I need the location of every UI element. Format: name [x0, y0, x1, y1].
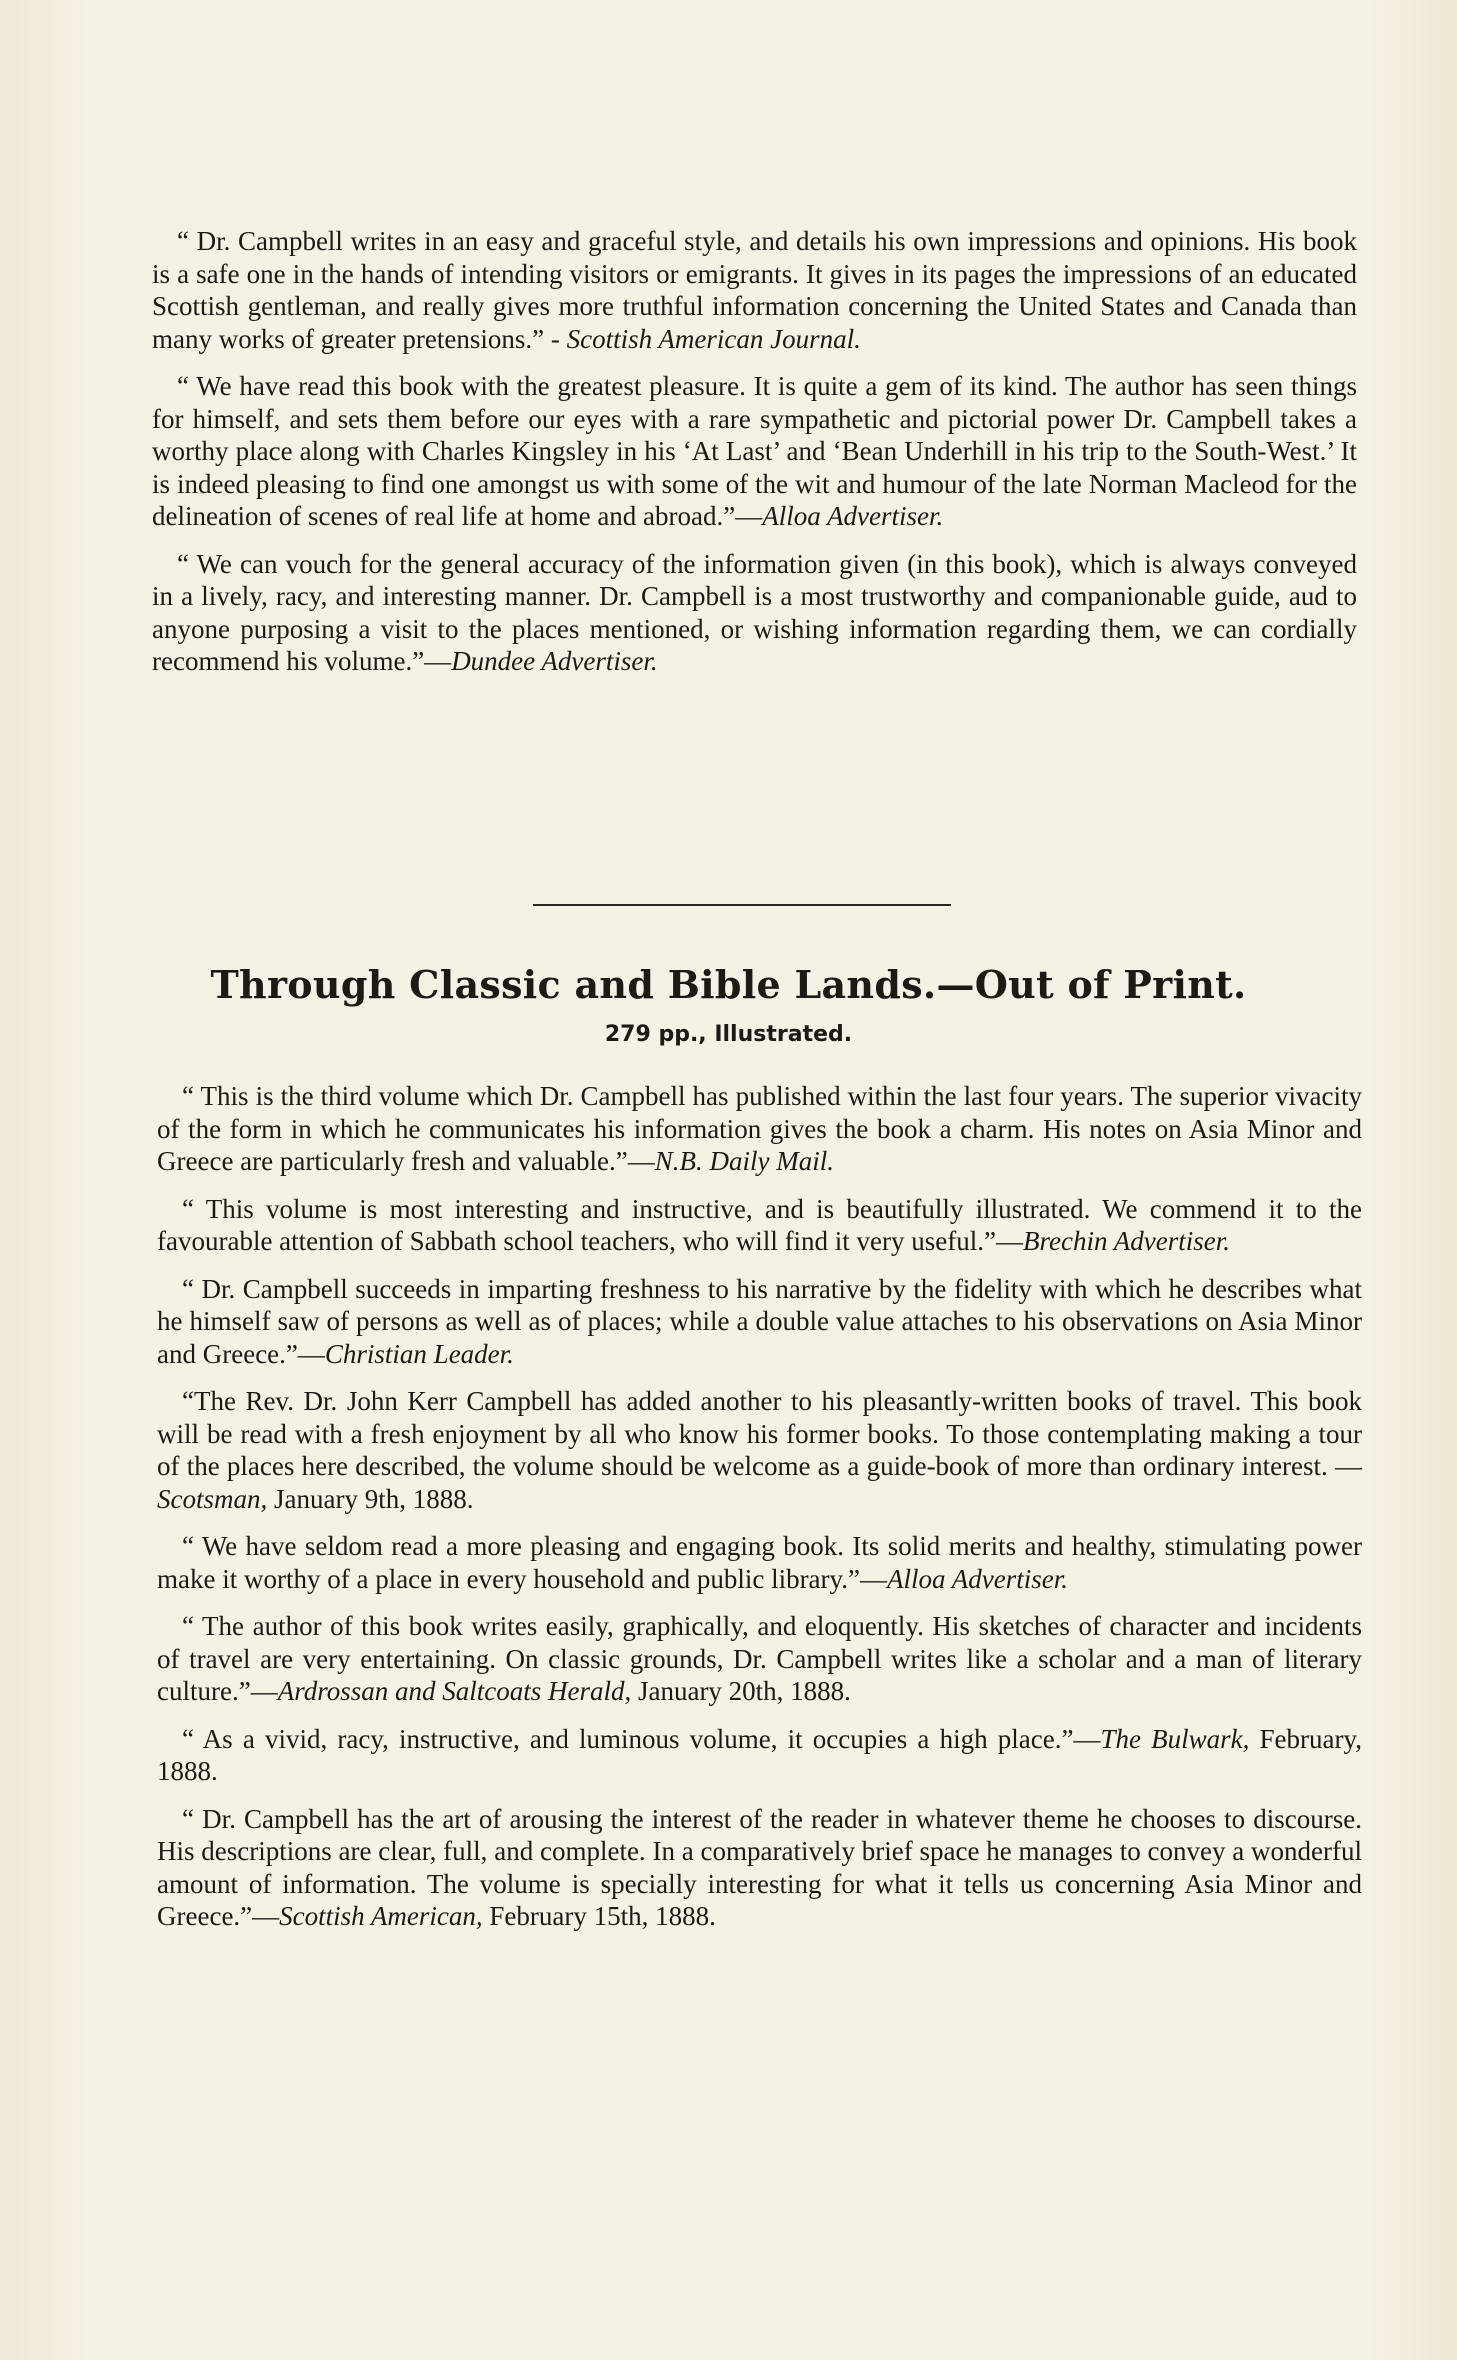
review-source: Alloa Advertiser. — [762, 501, 944, 531]
review-text: “ Dr. Campbell writes in an easy and graceful style, and details his own impressions and opinions. His book is a safe one in the hands of intending visitors or emigrants. It gives in its pages the impressions of an educated Scottish gentleman, and really gives more truthful information concerning the United States and Canada than many works of greater pretensions.” - — [152, 226, 1357, 354]
review-paragraph — [157, 1530, 1362, 1595]
review-paragraph — [152, 225, 1357, 355]
review-text: “The Rev. Dr. John Kerr Campbell has added another to his pleasantly-written books of travel. This book will be read with a fresh enjoyment by all who know his former books. To those contemplating making a tour of the places here described, the volume should be welcome as a guide-book of more than ordinary interest. — — [157, 1386, 1362, 1481]
review-source: The Bulwark, — [1100, 1723, 1250, 1754]
review-text: “ We have seldom read a more pleasing and engaging book. Its solid merits and healthy, stimulating power make it worthy of a place in every household and public library.”— — [157, 1531, 1362, 1594]
section-divider — [533, 904, 951, 906]
review-source: N.B. Daily Mail. — [654, 1146, 834, 1176]
review-paragraph — [157, 1193, 1362, 1258]
review-source: Scotsman, — [157, 1483, 268, 1514]
review-paragraph — [157, 1610, 1362, 1708]
top-reviews-section — [152, 225, 1357, 693]
review-text: “ As a vivid, racy, instructive, and luminous volume, it occupies a high place.”— — [182, 1723, 1101, 1754]
review-paragraph — [157, 1385, 1362, 1515]
review-text: “ Dr. Campbell has the art of arousing the interest of the reader in whatever theme he chooses to discourse. His descriptions are clear, full, and complete. In a comparatively brief space he manages to convey a wonderful amount of information. The volume is specially interesting for what it tells us concerning Asia Minor and Greece.”— — [157, 1803, 1362, 1931]
review-paragraph — [157, 1273, 1362, 1371]
review-text: “ We can vouch for the general accuracy of the information given (in this book), which is always conveyed in a lively, racy, and interesting manner. Dr. Campbell is a most trustworthy and companionable guide, aud to anyone purposing a visit to the places mentioned, or wishing information regarding them, we can cordially recommend his volume.”— — [152, 548, 1357, 676]
review-source: Dundee Advertiser. — [451, 646, 658, 676]
review-source: Scottish American Journal. — [566, 323, 861, 354]
review-source: Christian Leader. — [324, 1338, 514, 1369]
review-date: February, 1888. — [157, 1723, 1362, 1786]
review-source: Brechin Advertiser. — [1023, 1226, 1230, 1256]
review-source: Alloa Advertiser. — [887, 1563, 1068, 1594]
review-text: “ This volume is most interesting and instructive, and is beautifully illustrated. We commend it to the favourable attention of Sabbath school teachers, who will find it very useful.”— — [157, 1193, 1362, 1256]
review-date: January 9th, 1888. — [267, 1483, 474, 1514]
review-paragraph — [157, 1803, 1362, 1933]
section-title: Through Classic and Bible Lands.—Out of Print. — [210, 962, 1247, 1007]
review-date: January 20th, 1888. — [631, 1676, 851, 1706]
review-paragraph — [157, 1723, 1362, 1788]
section-subtitle: 279 pp., Illustrated. — [604, 1022, 853, 1047]
review-source: Scottish American, — [279, 1901, 483, 1931]
review-text: “ The author of this book writes easily, graphically, and eloquently. His sketches of character and incidents of travel are very entertaining. On classic grounds, Dr. Campbell writes like a scholar and a man of literary culture.”— — [157, 1611, 1362, 1706]
bottom-reviews-section — [157, 1080, 1362, 1948]
review-paragraph — [157, 1080, 1362, 1178]
review-text: “ We have read this book with the greatest pleasure. It is quite a gem of its kind. The author has seen things for himself, and sets them before our eyes with a rare sympathetic and pictorial power Dr. Campbell takes a worthy place along with Charles Kingsley in his ‘At Last’ and ‘Bean Underhill in his trip to the South-West.’ It is indeed pleasing to find one amongst us with some of the wit and humour of the late Norman Macleod for the delineation of scenes of real life at home and abroad.”— — [152, 371, 1357, 531]
review-source: Ardrossan and Saltcoats Herald, — [277, 1676, 632, 1706]
review-text: “ Dr. Campbell succeeds in imparting freshness to his narrative by the fidelity with which he describes what he himself saw of persons as well as of places; while a double value attaches to his observations on Asia Minor and Greece.”— — [157, 1273, 1362, 1369]
review-text: “ This is the third volume which Dr. Campbell has published within the last four years. The superior vivacity of the form in which he communicates his information gives the book a charm. His notes on Asia Minor and Greece are particularly fresh and valuable.”— — [157, 1081, 1362, 1176]
review-paragraph — [152, 370, 1357, 533]
review-paragraph — [152, 548, 1357, 678]
review-date: February 15th, 1888. — [482, 1901, 716, 1931]
